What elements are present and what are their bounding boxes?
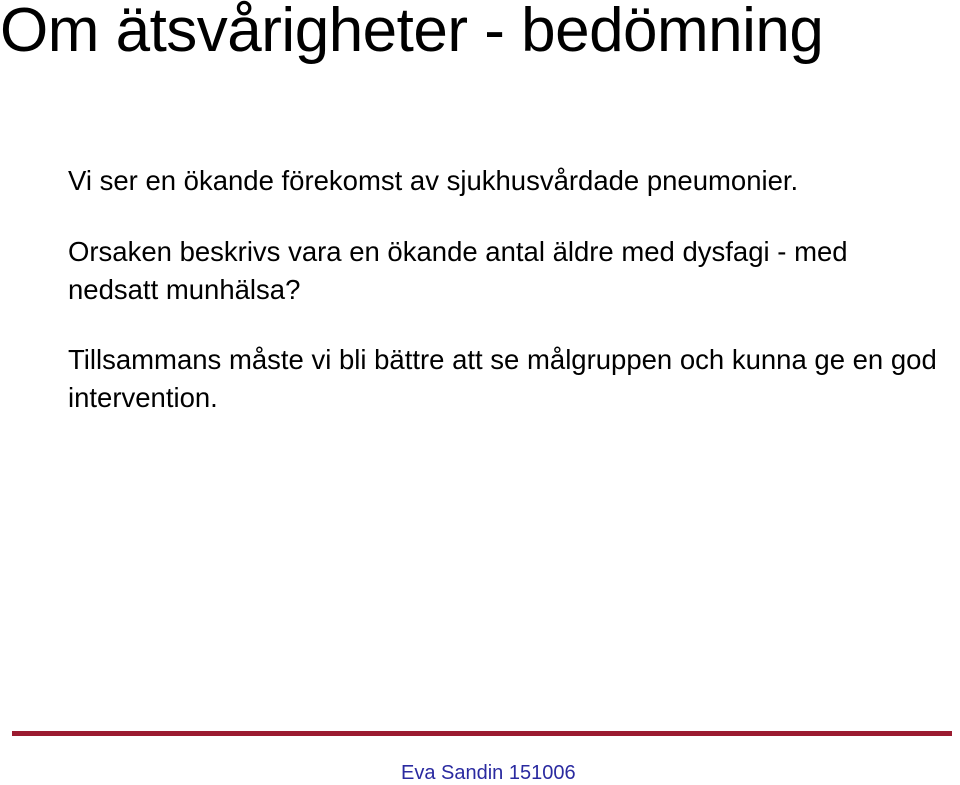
footer-author-date: Eva Sandin 151006 — [401, 762, 576, 784]
paragraph-intervention: Tillsammans måste vi bli bättre att se målgruppen och kunna ge en god intervention. — [68, 344, 937, 413]
slide-title: Om ätsvårigheter - bedömning — [0, 0, 824, 65]
paragraph-cause: Orsaken beskrivs vara en ökande antal äldre med dysfagi - med nedsatt munhälsa? — [68, 236, 848, 305]
footer-divider — [12, 731, 952, 736]
paragraph-pneumonia: Vi ser en ökande förekomst av sjukhusvårdade pneumonier. — [68, 165, 799, 196]
